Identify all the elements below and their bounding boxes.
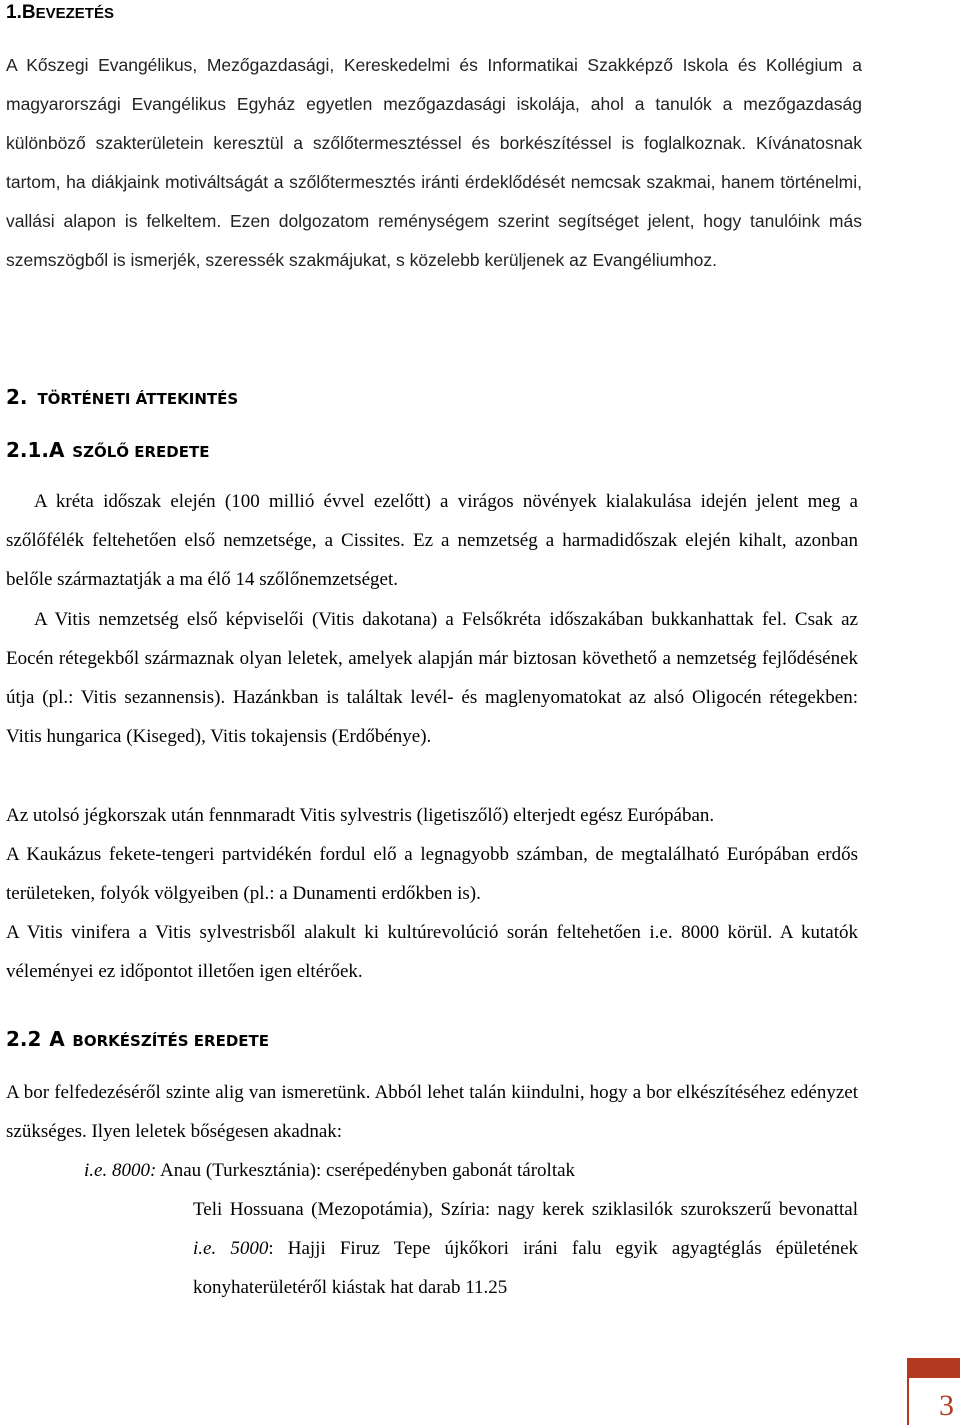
section-1-number: 1. xyxy=(6,2,22,23)
section-1-heading xyxy=(6,2,114,24)
item-2-date: i.e. 5000 xyxy=(193,1238,269,1259)
intro-paragraph: A Kőszegi Evangélikus, Mezőgazdasági, Kereskedelmi és Informatikai Szakképző Iskola és Kollégium a magyarországi Evangélikus Egyház egyetlen mezőgazdasági iskolája, ahol a tanulók a mezőgazdaság különböző szakterületein keresztül a szőlőtermesztéssel és borkészítéssel is foglalkoznak. Kívánatosnak tartom, ha diákjaink motiváltságát a szőlőtermesztés iránti érdeklődését nemcsak szakmai, hanem történelmi, vallási alapon is felkeltem. Ezen dolgozatom reménységem szerint segítséget jelent, hogy tanulóink más szemszögből is ismerjék, szeressék szakmájukat, s közelebb kerüljenek az Evangéliumhoz. xyxy=(6,55,862,270)
section-1-title-rest: EVEZETÉS xyxy=(35,5,114,22)
section-2-number: 2. xyxy=(6,385,28,409)
section-2-title: TÖRTÉNETI ÁTTEKINTÉS xyxy=(37,390,239,408)
section-2-2-title-initial: A xyxy=(49,1027,65,1051)
section-2-1-paragraph-5: A Vitis vinifera a Vitis sylvestrisből alakult ki kultúrevolúció során feltehetően i.e. 8000 körül. A kutatók véleményei ez időpontot illetően igen eltérőek. xyxy=(6,922,858,982)
section-2-2-paragraph: A bor felfedezéséről szinte alig van ismeretünk. Abból lehet talán kiindulni, hogy a bor elkészítéséhez edényzet szükséges. Ilyen leletek bőségesen akadnak: xyxy=(6,1082,858,1142)
section-2-1-paragraph-2: A Vitis nemzetség első képviselői (Vitis dakotana) a Felsőkréta időszakában bukkanhattak fel. Csak az Eocén rétegekből származnak olyan leletek, amelyek alapján már biztosan követhető a nemzetség fejlődésének útja (pl.: Vitis sezannensis). Hazánkban is találtak levél- és maglenyomatokat az alsó Oligocén rétegekben: Vitis hungarica (Kiseged), Vitis tokajensis (Erdőbénye). xyxy=(6,609,858,747)
list-item xyxy=(193,1190,858,1307)
section-2-1-paragraph-3: Az utolsó jégkorszak után fennmaradt Vitis sylvestris (ligetiszőlő) elterjedt egész Európában. xyxy=(6,805,715,826)
section-2-1-heading xyxy=(6,437,209,463)
item-2-text-a: Teli Hossuana (Mezopotámia), Szíria: nagy kerek sziklasilók szurokszerű bevonattal xyxy=(193,1199,858,1220)
item-1-date: i.e. 8000: xyxy=(84,1160,157,1181)
item-2-text-b: : Hajji Firuz Tepe újkőkori iráni falu egyik agyagtéglás épületének konyhaterületéről kiástak hat darab 11.25 xyxy=(193,1238,859,1298)
list-item xyxy=(84,1151,864,1190)
section-2-heading xyxy=(6,378,238,411)
section-2-1-title-rest: SZŐLŐ EREDETE xyxy=(72,443,210,461)
section-2-2-title-rest: BORKÉSZÍTÉS EREDETE xyxy=(72,1032,270,1050)
section-2-2-heading xyxy=(6,1026,269,1052)
section-2-2-number: 2.2 xyxy=(6,1027,42,1051)
section-2-1-title-initial: A xyxy=(49,438,65,462)
page-number-box-inner xyxy=(909,1378,960,1425)
section-2-1-paragraph-4: A Kaukázus fekete-tengeri partvidékén fordul elő a legnagyobb számban, de megtalálható Európában erdős területeken, folyók völgyeiben (pl.: a Dunamenti erdőkben is). xyxy=(6,844,858,904)
section-2-1-number: 2.1. xyxy=(6,438,50,462)
section-2-1-paragraph-1: A kréta időszak elején (100 millió évvel ezelőtt) a virágos növények kialakulása idején jelent meg a szőlőfélék feltehetően első nemzetsége, a Cissites. Ez a nemzetség a harmadidőszak elején kihalt, azonban belőle származtatják a ma élő 14 szőlőnemzetséget. xyxy=(6,491,858,590)
page-number: 3 xyxy=(939,1389,954,1422)
section-1-title-initial: B xyxy=(21,2,36,23)
page-number-box xyxy=(907,1358,960,1425)
item-1-text: Anau (Turkesztánia): cserépedényben gabonát tároltak xyxy=(156,1160,576,1181)
